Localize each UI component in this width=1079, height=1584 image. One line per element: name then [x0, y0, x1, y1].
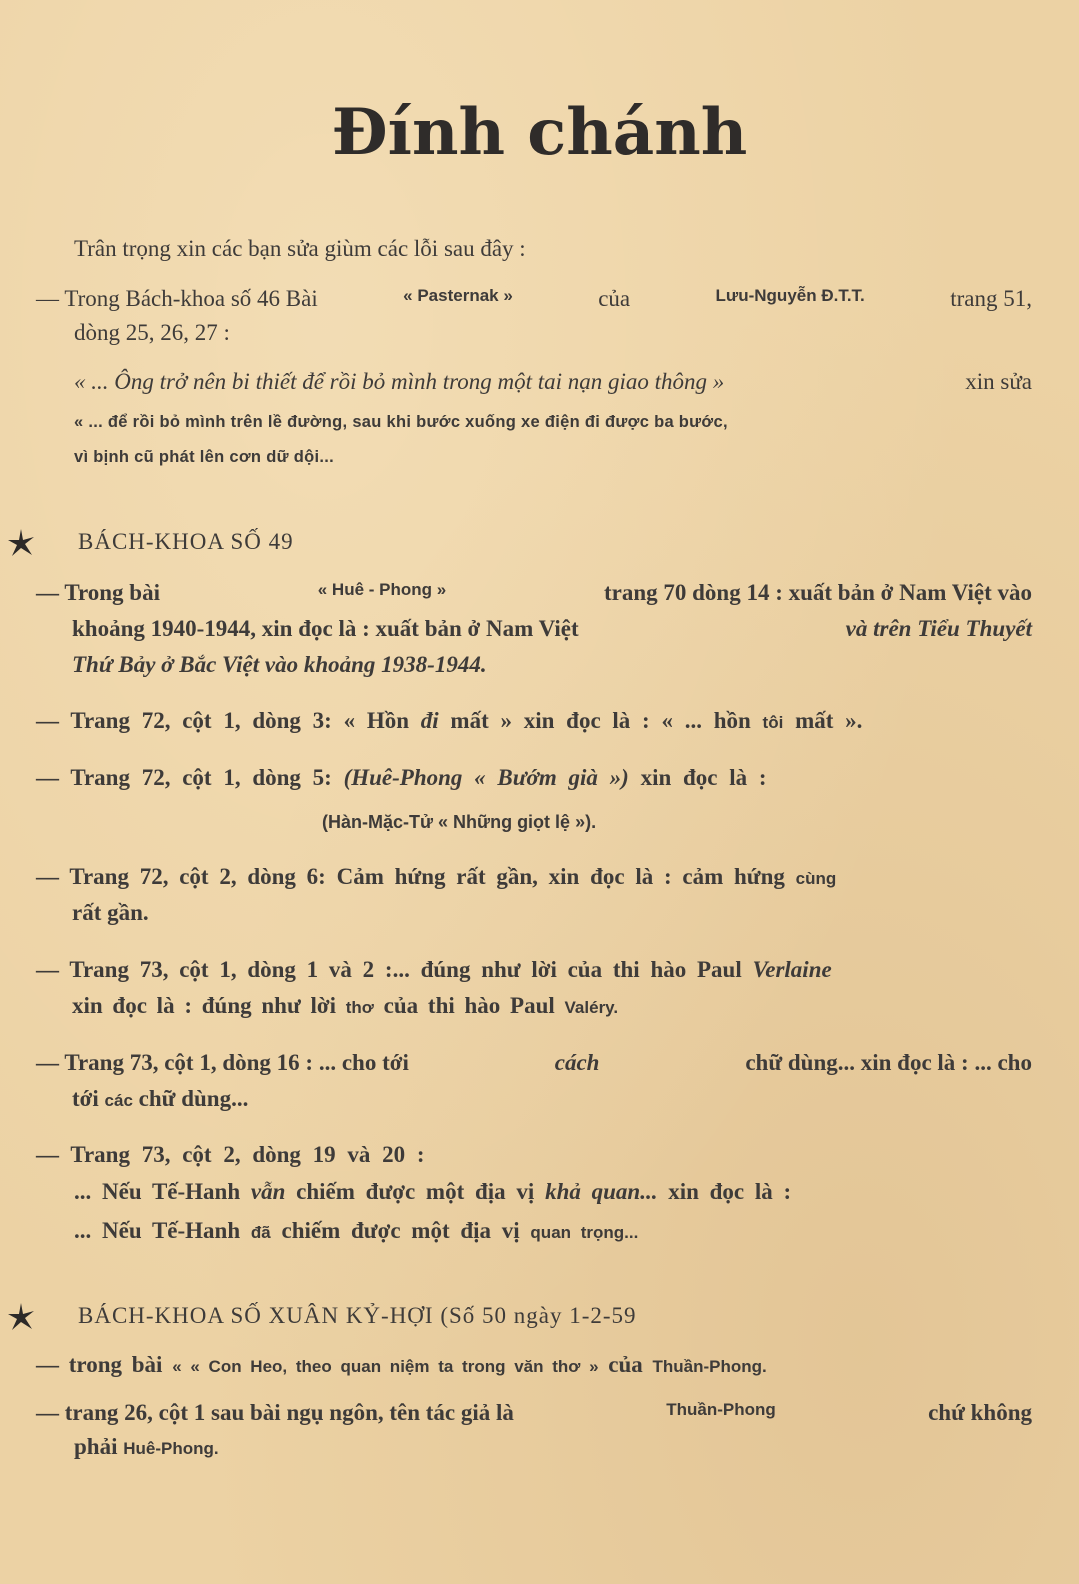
asterisk-star-icon	[6, 1302, 36, 1332]
section-heading-49: BÁCH-KHOA SỐ 49	[78, 529, 294, 554]
text: phải	[74, 1434, 118, 1459]
correction-46-line1	[36, 286, 1032, 312]
text: cùng	[795, 869, 837, 888]
text: mất » xin đọc là : « ... hồn	[450, 708, 751, 733]
entry-50-1	[36, 1352, 767, 1378]
text: chữ dùng...	[138, 1086, 249, 1111]
text: xin đọc là :	[668, 1179, 792, 1204]
intro-text: Trân trọng xin các bạn sửa giùm các lỗi sau đây :	[74, 236, 526, 261]
text: — Trang 72, cột 1, dòng 5:	[36, 765, 332, 790]
text: quan trọng...	[530, 1223, 639, 1242]
text: vẫn	[250, 1179, 286, 1204]
entry-49-1-line1	[36, 580, 1032, 606]
text: trang 70 dòng 14 : xuất bản ở Nam Việt vào	[603, 580, 1032, 605]
text: Valéry.	[564, 998, 619, 1017]
text: các	[104, 1091, 133, 1110]
entry-49-7-line1: — Trang 73, cột 2, dòng 19 và 20 :	[36, 1142, 425, 1167]
text: — Trang 73, cột 1, dòng 16 : ... cho tới	[36, 1050, 409, 1075]
text: mất ».	[795, 708, 863, 733]
text: ... Nếu Tế-Hanh	[74, 1218, 241, 1243]
text: và trên Tiểu Thuyết	[845, 616, 1032, 641]
text: — Trong bài	[36, 580, 160, 605]
correction-46-line2: dòng 25, 26, 27 :	[74, 320, 230, 345]
text: « Huê - Phong »	[317, 580, 447, 599]
text: trang 51,	[950, 286, 1032, 311]
entry-49-4-line1	[36, 864, 836, 890]
text: « Pasternak »	[403, 286, 513, 305]
text: — Trong Bách-khoa số 46 Bài	[36, 286, 318, 311]
section-heading-50: BÁCH-KHOA SỐ XUÂN KỶ-HỢI (Số 50 ngày 1-2-59	[78, 1303, 637, 1328]
text: ... Nếu Tế-Hanh	[74, 1179, 241, 1204]
entry-49-1-line3: Thứ Bảy ở Bắc Việt vào khoảng 1938-1944.	[72, 652, 487, 677]
text: xin đọc là :	[640, 765, 767, 790]
text: Thuần-Phong.	[652, 1357, 767, 1376]
text: đi	[420, 708, 439, 733]
text: Lưu-Nguyễn Đ.T.T.	[715, 286, 865, 305]
text: — trong bài	[36, 1352, 163, 1377]
entry-49-7-line2	[74, 1179, 791, 1205]
text: Verlaine	[752, 957, 832, 982]
text: chứ không	[928, 1400, 1032, 1425]
text: khả quan...	[545, 1179, 658, 1204]
text: — Trang 72, cột 1, dòng 3: « Hồn	[36, 708, 410, 733]
entry-49-3-line1	[36, 765, 767, 791]
text: xin sửa	[965, 369, 1032, 394]
text: — trang 26, cột 1 sau bài ngụ ngôn, tên tác giả là	[36, 1400, 514, 1425]
text: đã	[250, 1223, 271, 1242]
page-title: Đính chánh	[331, 95, 748, 170]
text: chiếm được một địa vị	[296, 1179, 535, 1204]
text: cách	[554, 1050, 600, 1075]
entry-49-1-line2	[72, 616, 1032, 642]
entry-50-2-line2	[74, 1434, 219, 1460]
entry-49-5-line1	[36, 957, 832, 983]
text: — Trang 73, cột 1, dòng 1 và 2 :... đúng như lời của thi hào Paul	[36, 957, 742, 982]
text: Thuần-Phong	[666, 1400, 776, 1419]
text: Huê-Phong.	[123, 1439, 219, 1458]
text: (Huê-Phong « Bướm già »)	[343, 765, 629, 790]
text: của	[608, 1352, 643, 1377]
entry-49-2	[36, 708, 1032, 734]
entry-49-3-line2: (Hàn-Mặc-Tử « Những giọt lệ »).	[322, 812, 597, 832]
text: — Trang 72, cột 2, dòng 6: Cảm hứng rất gần, xin đọc là : cảm hứng	[36, 864, 785, 889]
text: thơ	[345, 998, 374, 1017]
text: xin đọc là : đúng như lời	[72, 993, 337, 1018]
entry-50-2-line1	[36, 1400, 1032, 1426]
text: khoảng 1940-1944, xin đọc là : xuất bản ở Nam Việt	[72, 616, 579, 641]
text: của thi hào Paul	[383, 993, 555, 1018]
entry-49-7-line3	[74, 1218, 638, 1244]
text: của	[598, 286, 631, 311]
text: « « Con Heo, theo quan niệm ta trong văn thơ »	[172, 1357, 599, 1376]
text: tới	[72, 1086, 99, 1111]
entry-49-6-line1	[36, 1050, 1032, 1076]
asterisk-star-icon	[6, 528, 36, 558]
correction-46-line3	[74, 369, 1032, 395]
correction-46-line4: « ... để rồi bỏ mình trên lề đường, sau khi bước xuống xe điện đi được ba bước,	[74, 413, 728, 431]
text: tôi	[762, 713, 784, 732]
entry-49-4-line2: rất gần.	[72, 900, 149, 925]
entry-49-5-line2	[72, 993, 618, 1019]
text: chữ dùng... xin đọc là : ... cho	[745, 1050, 1032, 1075]
text: chiếm được một địa vị	[281, 1218, 520, 1243]
entry-49-6-line2	[72, 1086, 248, 1112]
correction-46-line5: vì bịnh cũ phát lên cơn dữ dội...	[74, 448, 335, 466]
text: « ... Ông trở nên bi thiết để rồi bỏ mình trong một tai nạn giao thông »	[74, 369, 725, 394]
